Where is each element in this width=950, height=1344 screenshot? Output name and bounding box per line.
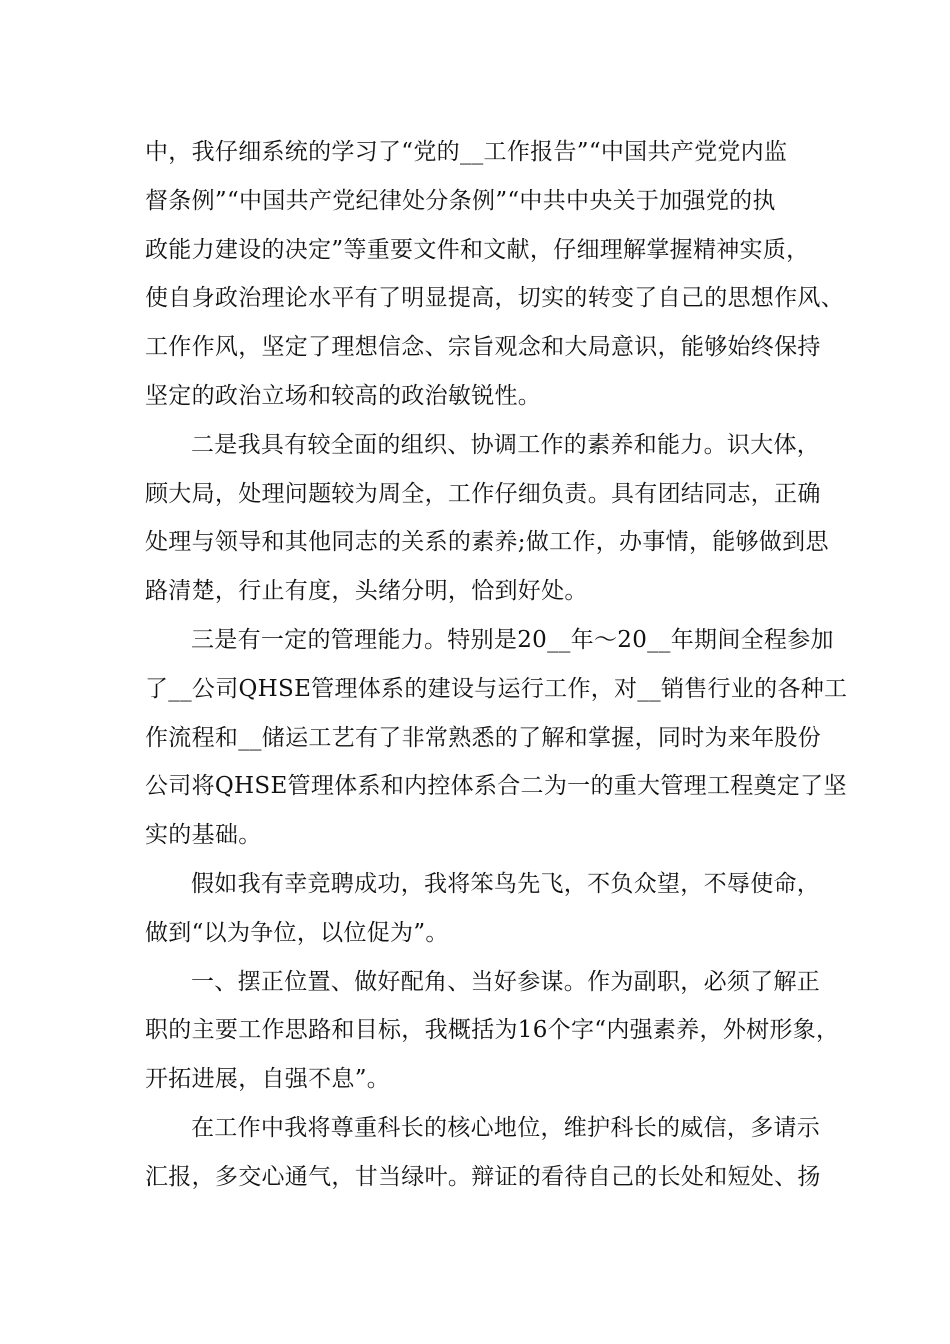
text-line: 三是有一定的管理能力。特别是20__年～20__年期间全程参加 xyxy=(191,626,834,653)
text-line: 在工作中我将尊重科长的核心地位，维护科长的威信，多请示 xyxy=(191,1114,821,1141)
text-line: 处理与领导和其他同志的关系的素养;做工作，办事情，能够做到思 xyxy=(145,529,829,556)
text-line: 实的基础。 xyxy=(145,822,262,849)
text-line: 路清楚，行止有度，头绪分明，恰到好处。 xyxy=(145,578,588,605)
text-line: 工作作风，坚定了理想信念、宗旨观念和大局意识，能够始终保持 xyxy=(145,334,821,361)
text-line: 使自身政治理论水平有了明显提高，切实的转变了自己的思想作风、 xyxy=(145,285,844,312)
document-body xyxy=(145,128,848,1202)
text-line: 坚定的政治立场和较高的政治敏锐性。 xyxy=(145,382,542,409)
text-line: 了__公司QHSE管理体系的建设与运行工作，对__销售行业的各种工 xyxy=(145,675,848,702)
text-line: 作流程和__储运工艺有了非常熟悉的了解和掌握，同时为来年股份 xyxy=(145,724,821,751)
text-line: 假如我有幸竞聘成功，我将笨鸟先飞，不负众望，不辱使命， xyxy=(191,870,821,897)
text-line: 顾大局，处理问题较为周全，工作仔细负责。具有团结同志，正确 xyxy=(145,480,821,507)
text-line: 督条例”“中国共产党纪律处分条例”“中共中央关于加强党的执 xyxy=(145,187,776,214)
text-line: 政能力建设的决定”等重要文件和文献，仔细理解掌握精神实质， xyxy=(145,236,810,263)
text-line: 开拓进展，自强不息”。 xyxy=(145,1066,391,1093)
text-line: 一、摆正位置、做好配角、当好参谋。作为副职，必须了解正 xyxy=(191,968,821,995)
text-line: 汇报，多交心通气，甘当绿叶。辩证的看待自己的长处和短处、扬 xyxy=(145,1163,821,1190)
text-line: 中，我仔细系统的学习了“党的__工作报告”“中国共产党党内监 xyxy=(145,139,788,165)
text-line: 做到“以为争位，以位促为”。 xyxy=(145,919,449,946)
text-line: 二是我具有较全面的组织、协调工作的素养和能力。识大体， xyxy=(191,431,821,458)
text-line: 公司将QHSE管理体系和内控体系合二为一的重大管理工程奠定了坚 xyxy=(145,773,847,800)
text-line: 职的主要工作思路和目标，我概括为16个字“内强素养，外树形象， xyxy=(145,1017,840,1044)
